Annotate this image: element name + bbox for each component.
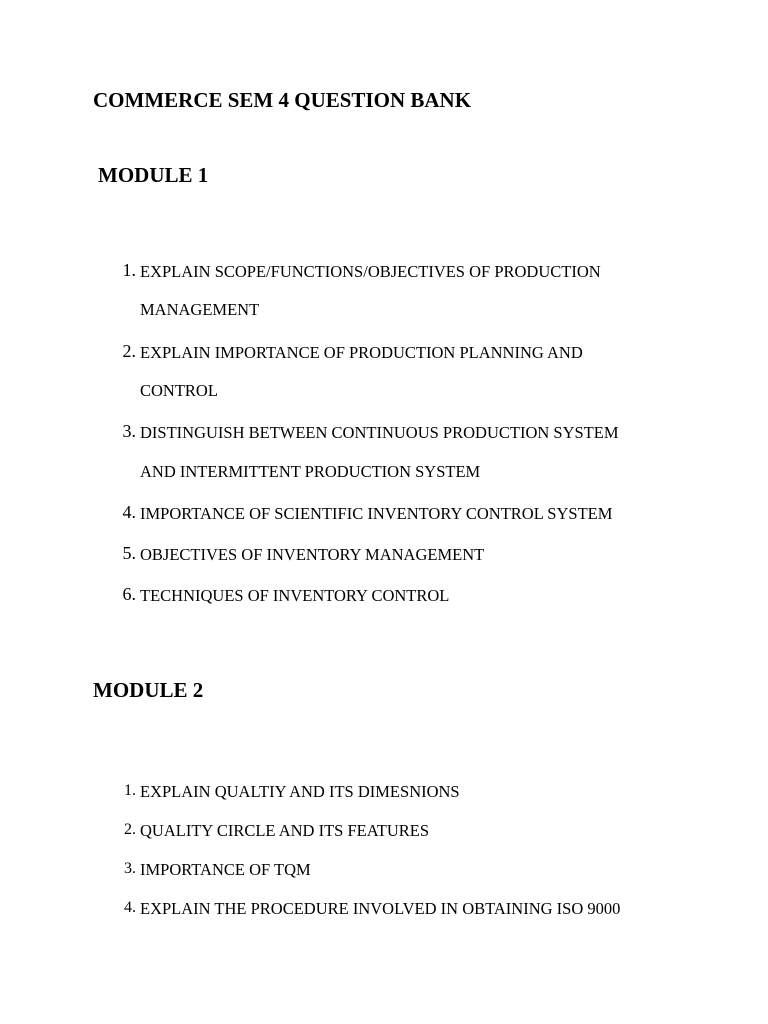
question-number: 6. — [122, 584, 136, 604]
question-number: 5. — [122, 543, 136, 563]
question-text-line: EXPLAIN SCOPE/FUNCTIONS/OBJECTIVES OF PRODUCTION — [140, 262, 601, 281]
question-number: 4. — [122, 502, 136, 522]
question-number: 4. — [124, 899, 136, 916]
question-text-line: IMPORTANCE OF TQM — [140, 860, 311, 879]
question-text-line: MANAGEMENT — [140, 300, 260, 319]
question-number: 1. — [122, 260, 136, 280]
module-2-heading: MODULE 2 — [93, 678, 204, 702]
question-text-line: CONTROL — [140, 381, 218, 400]
question-text-line: DISTINGUISH BETWEEN CONTINUOUS PRODUCTION SYSTEM — [140, 423, 619, 442]
question-text-line: AND INTERMITTENT PRODUCTION SYSTEM — [140, 462, 481, 481]
question-text-line: OBJECTIVES OF INVENTORY MANAGEMENT — [140, 545, 485, 564]
question-text-line: EXPLAIN THE PROCEDURE INVOLVED IN OBTAINING ISO 9000 — [140, 899, 621, 918]
question-text-line: IMPORTANCE OF SCIENTIFIC INVENTORY CONTROL SYSTEM — [140, 504, 613, 523]
document-title: COMMERCE SEM 4 QUESTION BANK — [93, 88, 472, 112]
question-number: 3. — [124, 860, 136, 877]
question-number: 2. — [122, 341, 136, 361]
question-text-line: EXPLAIN QUALTIY AND ITS DIMESNIONS — [140, 782, 460, 801]
question-number: 3. — [122, 421, 136, 441]
question-text-line: QUALITY CIRCLE AND ITS FEATURES — [140, 821, 430, 840]
question-text-line: TECHNIQUES OF INVENTORY CONTROL — [140, 586, 450, 605]
question-number: 2. — [124, 821, 136, 838]
module-1-heading: MODULE 1 — [98, 163, 209, 187]
question-text-line: EXPLAIN IMPORTANCE OF PRODUCTION PLANNING AND — [140, 343, 583, 362]
question-number: 1. — [124, 782, 136, 799]
